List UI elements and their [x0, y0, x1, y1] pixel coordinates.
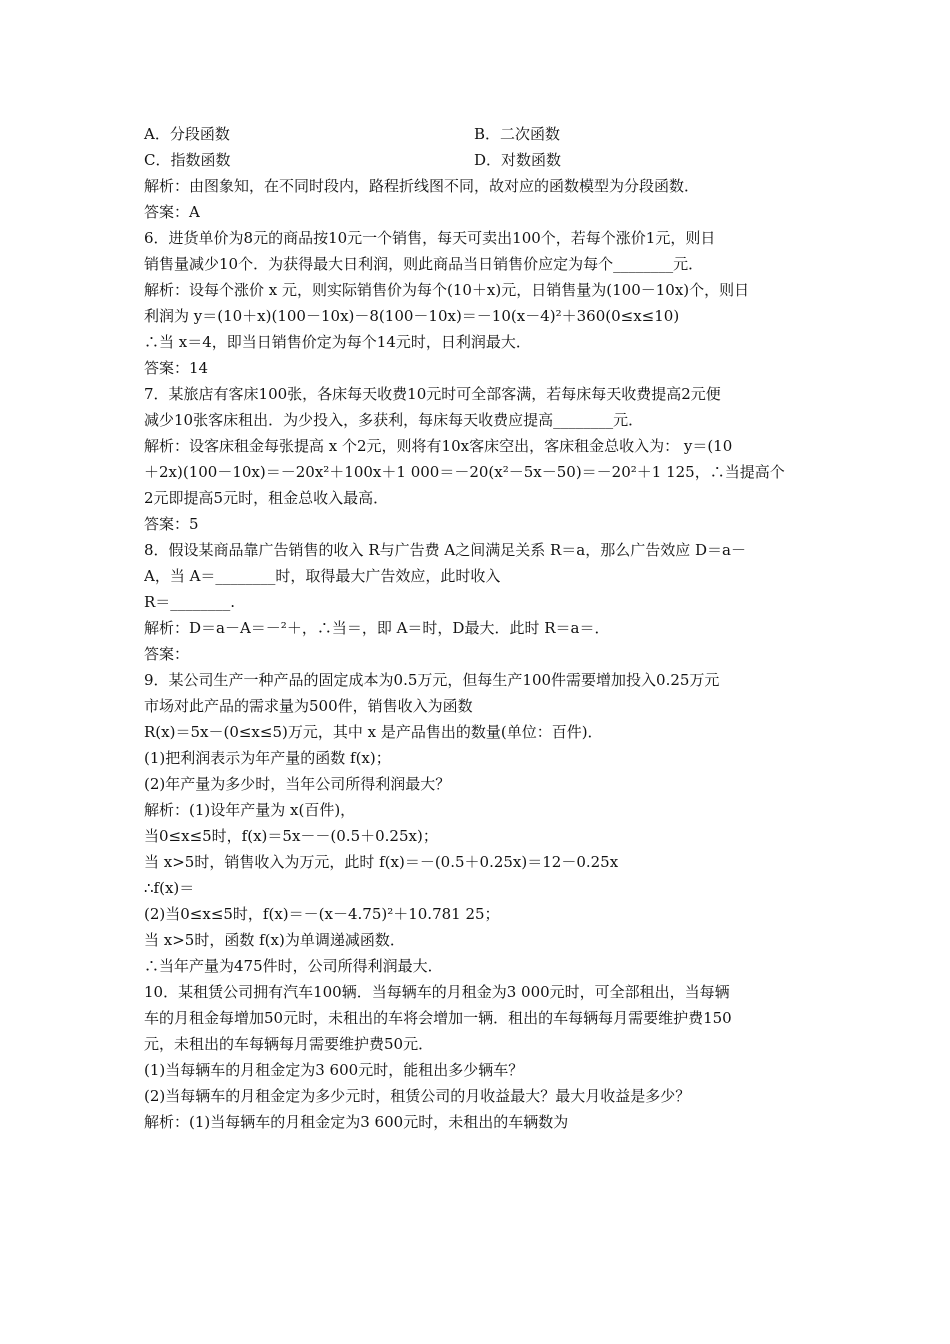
text-line: 10．某租赁公司拥有汽车100辆．当每辆车的月租金为3 000元时，可全部租出，当每辆: [144, 983, 730, 1001]
text-line: ∴当 x＝4，即当日销售价定为每个14元时，日利润最大．: [144, 333, 531, 351]
option-b: B．二次函数: [474, 125, 561, 143]
text-line: 减少10张客床租出．为少投入，多获利，每床每天收费应提高________元．: [144, 411, 644, 429]
document-body: [144, 121, 824, 1135]
text-line: 2元即提高5元时，租金总收入最高．: [144, 489, 389, 507]
text-line: 解析：由图象知，在不同时段内，路程折线图不同，故对应的函数模型为分段函数．: [144, 177, 700, 195]
text-line: ∴f(x)＝: [144, 879, 195, 897]
text-line: ∴当年产量为475件时，公司所得利润最大．: [144, 957, 443, 975]
text-line: ＋2x)(100－10x)＝－20x²＋100x＋1 000＝－20(x²－5x－50)＝－20²＋1 125，∴当提高个: [144, 463, 785, 481]
text-line: (2)年产量为多少时，当年公司所得利润最大？: [144, 775, 451, 793]
text-line: 解析：设客床租金每张提高 x 个2元，则将有10x客床空出，客床租金总收入为： y＝(10: [144, 437, 733, 455]
text-line: (1)把利润表示为年产量的函数 f(x)；: [144, 749, 391, 767]
text-line: 元，未租出的车每辆每月需要维护费50元．: [144, 1035, 434, 1053]
text-line: (1)当每辆车的月租金定为3 600元时，能租出多少辆车？: [144, 1061, 524, 1079]
text-line: A，当 A＝________时，取得最大广告效应，此时收入: [144, 567, 501, 585]
text-line: 市场对此产品的需求量为500件，销售收入为函数: [144, 697, 473, 715]
text-line: 答案：14: [144, 359, 209, 377]
text-line: 8．假设某商品靠广告销售的收入 R与广告费 A之间满足关系 R＝a，那么广告效应 D＝a－: [144, 541, 746, 559]
text-line: 7．某旅店有客床100张，各床每天收费10元时可全部客满，若每床每天收费提高2元便: [144, 385, 721, 403]
text-line: 解析：(1)设年产量为 x(百件)，: [144, 801, 356, 819]
text-line: (2)当每辆车的月租金定为多少元时，租赁公司的月收益最大？最大月收益是多少？: [144, 1087, 691, 1105]
option-d: D．对数函数: [474, 151, 562, 169]
text-line: 当 x>5时，销售收入为万元，此时 f(x)＝－(0.5＋0.25x)＝12－0.25x: [144, 853, 619, 871]
text-line: 6．进货单价为8元的商品按10元一个销售，每天可卖出100个，若每个涨价1元，则日: [144, 229, 716, 247]
option-a: A．分段函数: [144, 125, 230, 143]
text-line: 解析：设每个涨价 x 元，则实际销售价为每个(10＋x)元，日销售量为(100－10x)个，则日: [144, 281, 750, 299]
text-line: 车的月租金每增加50元时，未租出的车将会增加一辆．租出的车每辆每月需要维护费150: [144, 1009, 732, 1027]
text-line: 销售量减少10个．为获得最大日利润，则此商品当日销售价应定为每个________元．: [144, 255, 704, 273]
text-line: 当 x>5时，函数 f(x)为单调递减函数．: [144, 931, 405, 949]
text-line: R(x)＝5x－(0≤x≤5)万元，其中 x 是产品售出的数量(单位：百件)．: [144, 723, 603, 741]
text-line: 答案：: [144, 645, 190, 663]
text-line: R＝________.: [144, 593, 236, 611]
text-line: 解析：(1)当每辆车的月租金定为3 600元时，未租出的车辆数为: [144, 1113, 569, 1131]
text-line: 当0≤x≤5时，f(x)＝5x－－(0.5＋0.25x)；: [144, 827, 438, 845]
choice-options-row: [144, 147, 824, 173]
text-line: (2)当0≤x≤5时，f(x)＝－(x－4.75)²＋10.781 25；: [144, 905, 500, 923]
option-c: C．指数函数: [144, 151, 231, 169]
text-line: 答案：A: [144, 203, 200, 221]
text-line: 答案：5: [144, 515, 199, 533]
text-line: 利润为 y＝(10＋x)(100－10x)－8(100－10x)＝－10(x－4)²＋360(0≤x≤10): [144, 307, 680, 325]
text-line: 解析：D＝a－A＝－²＋，∴当＝，即 A＝时，D最大．此时 R＝a＝．: [144, 619, 610, 637]
text-line: 9．某公司生产一种产品的固定成本为0.5万元，但每生产100件需要增加投入0.25万元: [144, 671, 720, 689]
choice-options-row: [144, 121, 824, 147]
